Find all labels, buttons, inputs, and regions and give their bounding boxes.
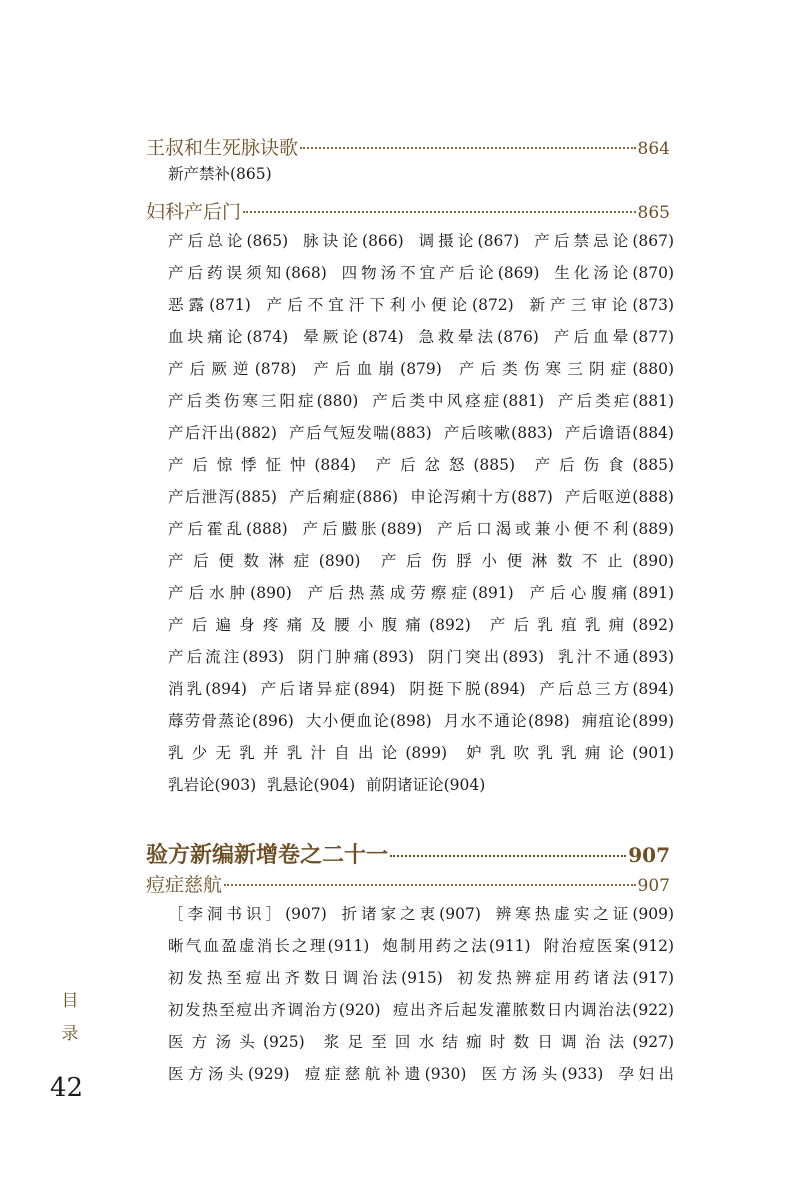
toc-entry[interactable]: 产后血晕(877) [549, 328, 674, 346]
toc-entry[interactable]: 调摄论(867) [414, 232, 520, 250]
toc-entry[interactable]: 医方汤头(933) [477, 1065, 604, 1083]
toc-entry[interactable]: 附治痘医案(912) [541, 937, 674, 955]
toc-entry[interactable]: 浆足至回水结痂时数日调治法(927) [315, 1033, 674, 1051]
entry-line [168, 609, 674, 641]
entry-line [168, 1026, 674, 1058]
leader-dots [390, 855, 626, 857]
toc-entry[interactable]: 蓐劳骨蒸论(896) [168, 712, 294, 730]
entry-line [168, 160, 674, 188]
toc-entry[interactable]: 产后气短发喘(883) [287, 424, 432, 442]
sidebar-label-lu: 录 [61, 1024, 79, 1044]
toc-entry[interactable]: 折诸家之衷(907) [337, 905, 481, 923]
toc-entry[interactable]: 产后厥逆(878) [168, 360, 297, 378]
heading-page: 907 [637, 876, 670, 896]
leader-dots [224, 884, 636, 886]
toc-entry[interactable]: 脉诀论(866) [299, 232, 404, 250]
toc-entry[interactable]: 产后血崩(879) [307, 360, 442, 378]
entry-line [168, 481, 674, 513]
toc-entry[interactable]: 产后诸异症(894) [257, 680, 396, 698]
toc-entry[interactable]: 前阴诸证论(904) [366, 776, 486, 794]
toc-entry[interactable]: 产后不宜汗下利小便论(872) [261, 296, 514, 314]
toc-heading-wangshuhe[interactable] [146, 133, 670, 160]
toc-entry[interactable]: 阴门肿痛(893) [294, 648, 415, 666]
toc-entry[interactable]: 大小便血论(898) [304, 712, 432, 730]
toc-entry[interactable]: 辨寒热虚实之证(909) [491, 905, 674, 923]
entry-line [168, 1058, 674, 1090]
toc-entry[interactable]: 痘出齐后起发灌脓数日内调治法(922) [391, 1001, 674, 1019]
toc-entry[interactable]: 产后水肿(890) [168, 584, 292, 602]
toc-entry[interactable]: 产后伤脬小便淋数不止(890) [371, 552, 674, 570]
toc-entry[interactable]: 乳岩论(903) [168, 776, 257, 794]
entry-line [168, 641, 674, 673]
toc-entry[interactable]: 产后便数淋症(890) [168, 552, 361, 570]
entry-line [168, 577, 674, 609]
entry-line [168, 289, 674, 321]
entry-line [168, 225, 674, 257]
toc-entry[interactable]: 恶露(871) [168, 296, 251, 314]
toc-entry[interactable]: 产后乳疽乳痈(892) [481, 616, 674, 634]
entry-line [168, 449, 674, 481]
toc-entry[interactable]: 产后咳嗽(883) [442, 424, 553, 442]
toc-entry[interactable]: 产后泄泻(885) [168, 488, 277, 506]
sidebar-label-mu: 目 [61, 991, 79, 1011]
toc-entry[interactable]: 产后口渴或兼小便不利(889) [433, 520, 674, 538]
toc-entry[interactable]: 痘症慈航补遗(930) [300, 1065, 467, 1083]
toc-entry[interactable]: 产后忿怒(885) [366, 456, 516, 474]
entry-line [168, 513, 674, 545]
toc-entry[interactable]: 产后类中风痉症(881) [369, 392, 545, 410]
heading-title: 痘症慈航 [146, 874, 223, 896]
toc-entry[interactable]: 产后总论(865) [168, 232, 289, 250]
toc-entry[interactable]: 晕厥论(874) [299, 328, 404, 346]
toc-entry[interactable]: 四物汤不宜产后论(869) [337, 264, 540, 282]
toc-entry[interactable]: 妒乳吹乳乳痈论(901) [457, 744, 674, 762]
toc-entry[interactable]: 产后惊悸怔忡(884) [168, 456, 357, 474]
toc-heading-volume-21[interactable] [146, 838, 670, 869]
entry-line [168, 898, 674, 930]
entry-line [168, 930, 674, 962]
toc-entry[interactable]: 月水不通论(898) [442, 712, 570, 730]
entry-line [168, 962, 674, 994]
entry-line [168, 737, 674, 769]
entry-line [168, 545, 674, 577]
toc-entry[interactable]: 炮制用药之法(911) [380, 937, 531, 955]
toc-entry[interactable]: 产后热蒸成劳瘵症(891) [302, 584, 514, 602]
toc-entry[interactable]: 产后痢症(886) [287, 488, 399, 506]
toc-entry[interactable]: 乳汁不通(893) [554, 648, 674, 666]
leader-dots [243, 211, 636, 213]
toc-entry[interactable]: 产后霍乱(888) [168, 520, 288, 538]
toc-entry[interactable]: 产后臌胀(889) [298, 520, 423, 538]
toc-entry[interactable]: 产后流注(893) [168, 648, 285, 666]
toc-entry[interactable]: 产后类伤寒三阳症(880) [168, 392, 359, 410]
toc-entry[interactable]: 阴挺下脱(894) [406, 680, 526, 698]
toc-entry[interactable]: 产后心腹痛(891) [524, 584, 674, 602]
entry-line [168, 673, 674, 705]
toc-entry[interactable]: 急救晕法(876) [414, 328, 539, 346]
toc-entry[interactable]: 新产三审论(873) [524, 296, 674, 314]
toc-entry[interactable]: 乳少无乳并乳汁自出论(899) [168, 744, 448, 762]
heading-page: 864 [637, 139, 670, 159]
toc-entry[interactable]: 医方汤头(925) [168, 1033, 305, 1051]
volume-page: 907 [628, 843, 670, 867]
entry-line [168, 321, 674, 353]
entry-line [168, 417, 674, 449]
toc-entry[interactable]: 孕妇出 [614, 1065, 674, 1083]
toc-entry[interactable]: 痈疽论(899) [580, 712, 674, 730]
toc-entry[interactable]: 产后伤食(885) [525, 456, 674, 474]
page-number: 42 [50, 1073, 84, 1103]
entry-line [168, 385, 674, 417]
toc-entry[interactable]: 血块痛论(874) [168, 328, 289, 346]
entry-line [168, 769, 674, 801]
toc-entry[interactable]: 新产禁补(865) [168, 165, 272, 183]
toc-entry[interactable]: 产后谵语(884) [563, 424, 674, 442]
toc-entry[interactable]: 初发热至痘出齐调治方(920) [168, 1001, 381, 1019]
toc-entry[interactable]: 初发热辨症用药诸法(917) [453, 969, 674, 987]
toc-entry[interactable]: 医方汤头(929) [168, 1065, 290, 1083]
toc-entry[interactable]: 申论泻痢十方(887) [408, 488, 553, 506]
toc-entry[interactable]: 产后遍身疼痛及腰小腹痛(892) [168, 616, 471, 634]
volume-title: 验方新编新增卷之二十一 [146, 842, 389, 868]
toc-entry[interactable]: 产后类疟(881) [554, 392, 675, 410]
toc-entry[interactable]: 产后类伤寒三阴症(880) [452, 360, 674, 378]
leader-dots [300, 147, 636, 149]
toc-entry[interactable]: 产后禁忌论(867) [530, 232, 675, 250]
toc-heading-douzheng[interactable] [146, 870, 670, 897]
toc-heading-fuke[interactable] [146, 197, 670, 224]
toc-entry[interactable]: 产后药误须知(868) [168, 264, 327, 282]
entry-line [168, 257, 674, 289]
toc-entry[interactable]: 乳悬论(904) [267, 776, 356, 794]
toc-entry[interactable]: 产后汗出(882) [168, 424, 277, 442]
entry-line [168, 994, 674, 1026]
toc-entry[interactable]: 初发热至痘出齐数日调治法(915) [168, 969, 443, 987]
heading-title: 妇科产后门 [146, 201, 242, 223]
toc-entry[interactable]: 生化汤论(870) [550, 264, 674, 282]
entry-line [168, 353, 674, 385]
toc-entry[interactable]: ［李洞书识］(907) [168, 905, 327, 923]
toc-entry[interactable]: 消乳(894) [168, 680, 247, 698]
toc-entry[interactable]: 阴门突出(893) [424, 648, 545, 666]
entry-line [168, 705, 674, 737]
heading-title: 王叔和生死脉诀歌 [146, 137, 299, 159]
toc-entry[interactable]: 晰气血盈虚消长之理(911) [168, 937, 370, 955]
heading-page: 865 [637, 203, 670, 223]
toc-entry[interactable]: 产后呕逆(888) [563, 488, 674, 506]
toc-entry[interactable]: 产后总三方(894) [536, 680, 675, 698]
